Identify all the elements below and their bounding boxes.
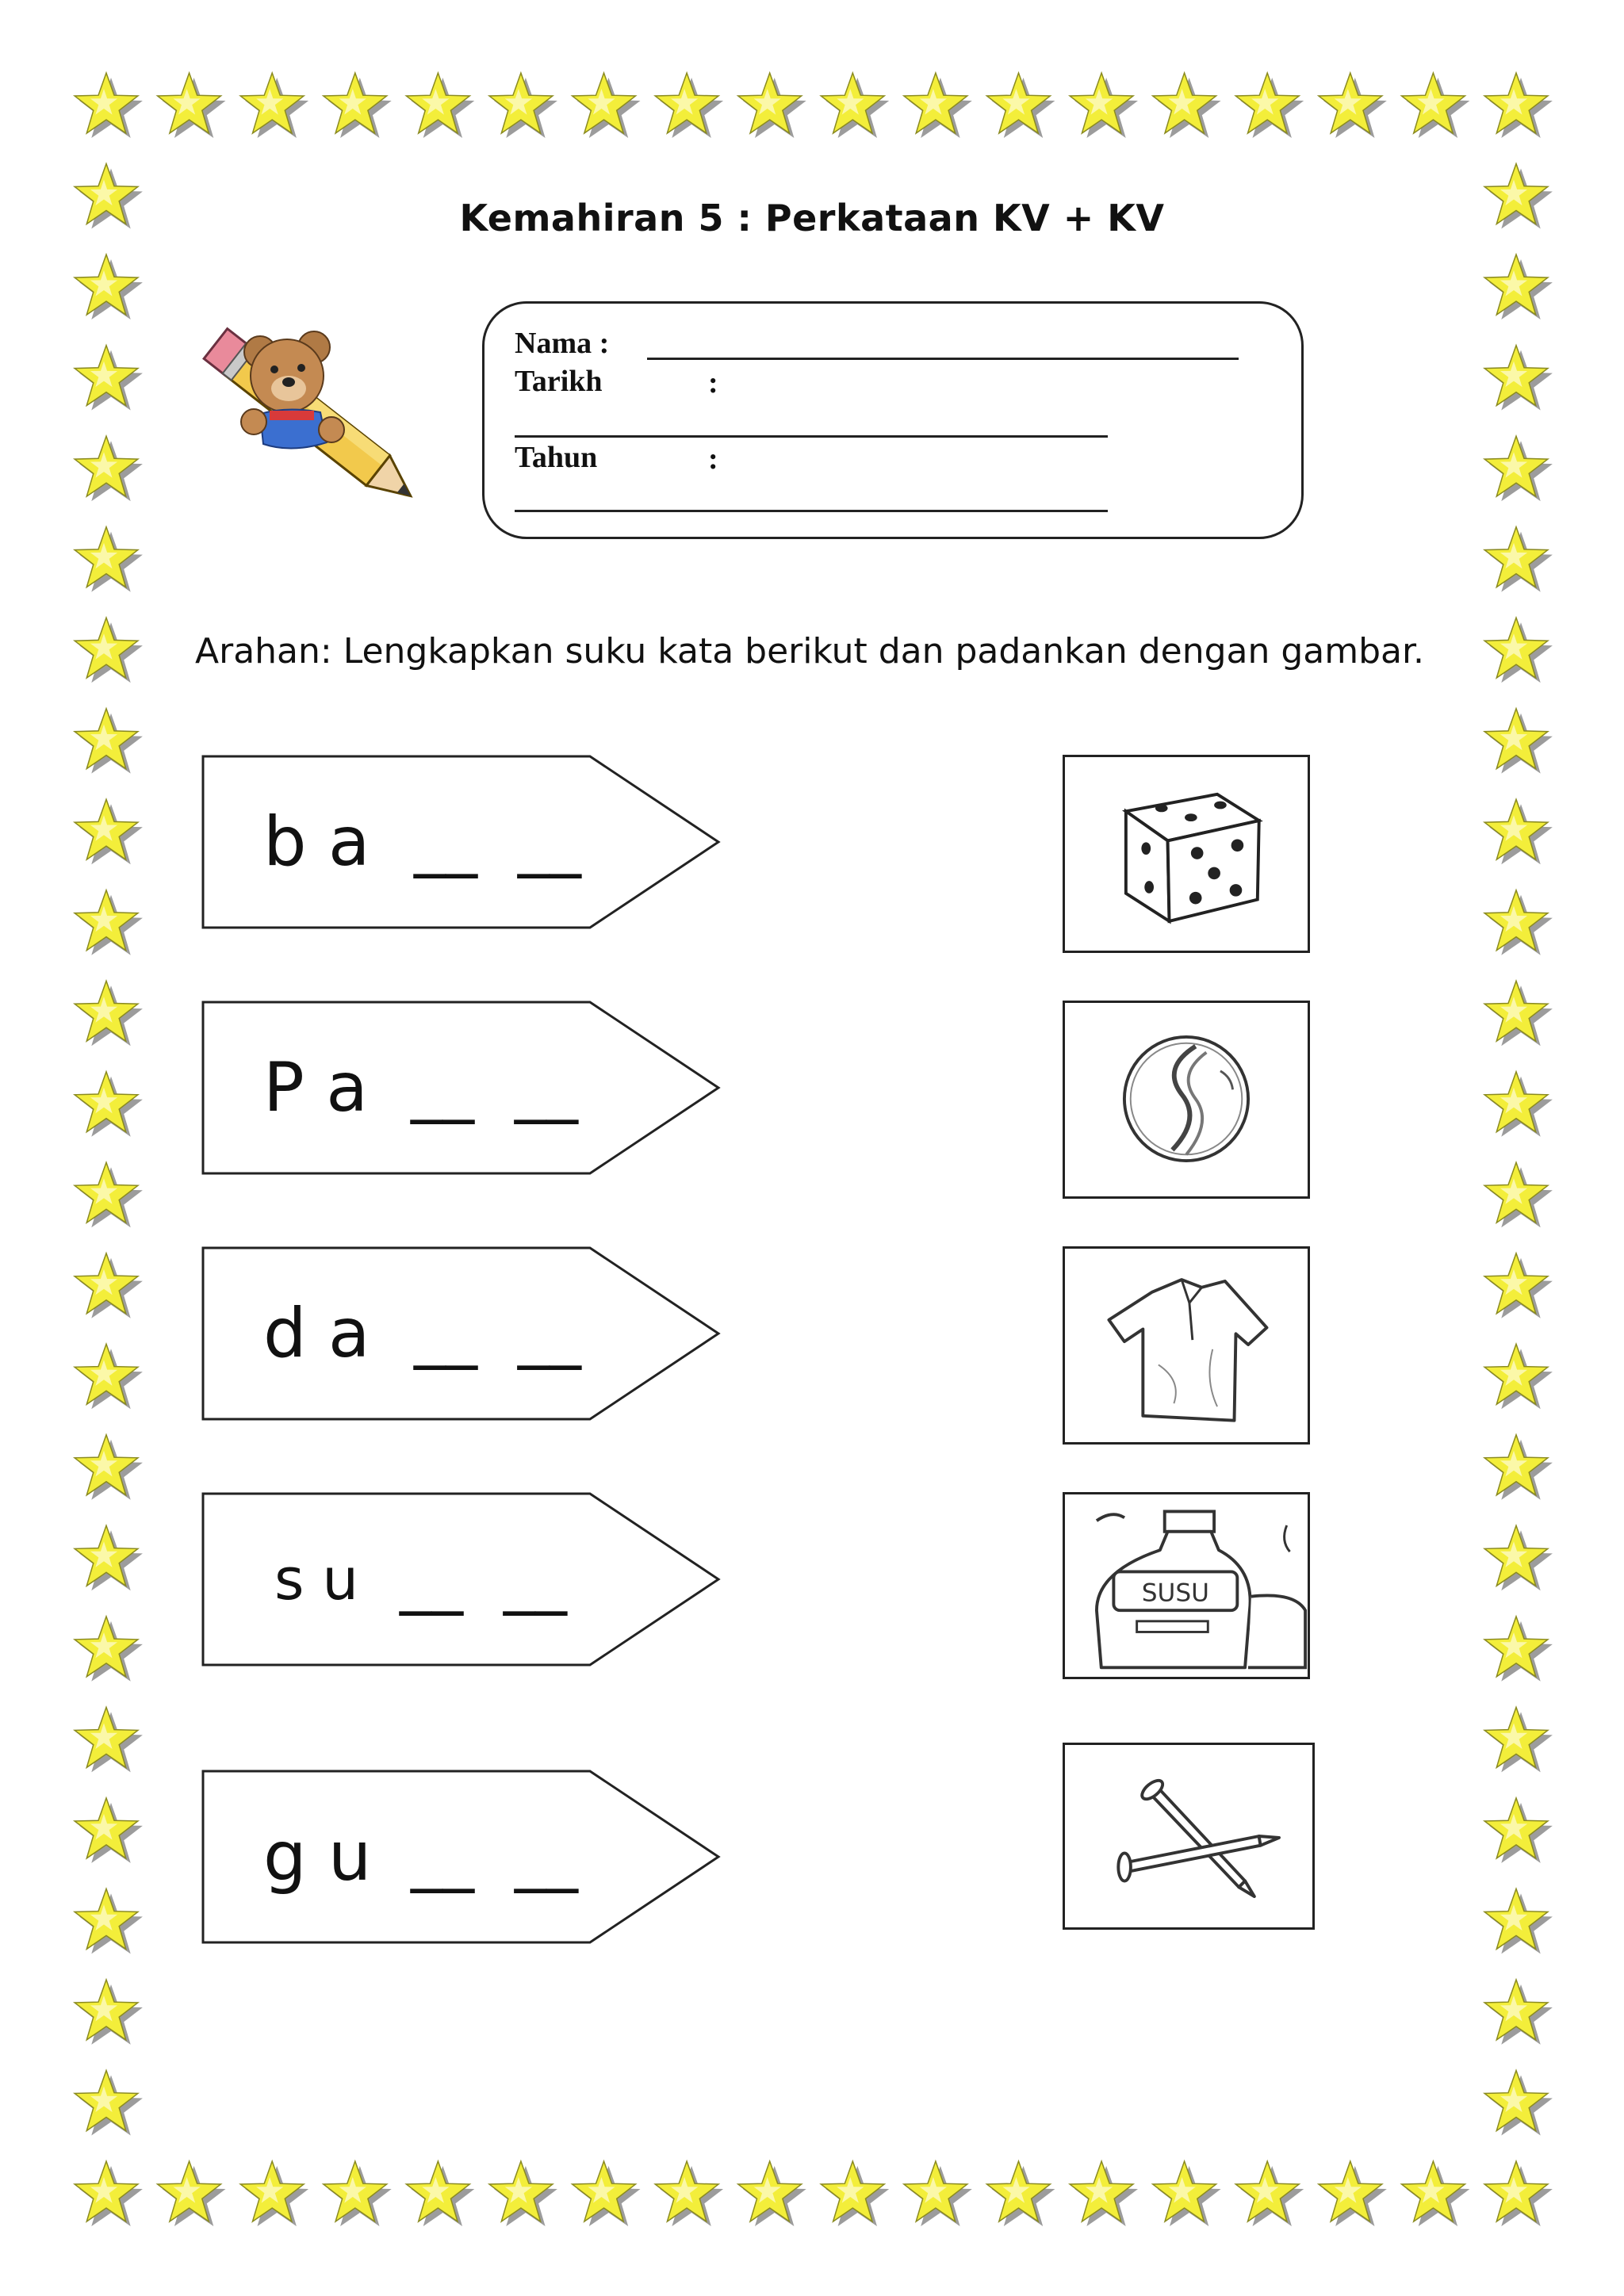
dice-icon: [1065, 757, 1308, 951]
border-star-icon: [904, 2161, 972, 2226]
shirt-icon: [1065, 1249, 1308, 1442]
border-star-icon: [1319, 2161, 1387, 2226]
border-star-icon: [75, 1980, 143, 2045]
date-label: Tarikh: [515, 365, 603, 398]
border-star-icon: [1484, 1707, 1553, 1772]
border-star-icon: [1153, 73, 1221, 138]
border-star-icon: [1484, 981, 1553, 1046]
milk-bottle-icon: [1065, 1494, 1308, 1677]
border-star-icon: [158, 73, 226, 138]
border-star-icon: [75, 346, 143, 411]
answer-blanks[interactable]: __ __: [414, 1296, 581, 1370]
border-star-icon: [75, 1162, 143, 1227]
border-star-icon: [75, 1707, 143, 1772]
year-field[interactable]: [515, 510, 1108, 512]
syllable-text: d a: [263, 1294, 370, 1373]
name-label: Nama :: [515, 327, 610, 360]
name-field[interactable]: [647, 358, 1239, 360]
border-star-icon: [75, 618, 143, 683]
border-star-icon: [1484, 1072, 1553, 1137]
border-star-icon: [1484, 73, 1553, 138]
border-star-icon: [1484, 2071, 1553, 2136]
syllable-tag-da[interactable]: [201, 1246, 722, 1421]
border-star-icon: [904, 73, 972, 138]
date-colon: :: [708, 366, 718, 400]
syllable-text: P a: [263, 1048, 368, 1127]
border-star-icon: [75, 527, 143, 592]
syllable-tag-gu[interactable]: [201, 1770, 722, 1944]
answer-blanks[interactable]: __ __: [411, 1820, 578, 1893]
border-star-icon: [1235, 73, 1304, 138]
border-star-icon: [1484, 618, 1553, 683]
syllable-text: s u: [274, 1546, 359, 1613]
answer-blanks[interactable]: __ __: [411, 1050, 578, 1124]
bear-pencil-icon: [181, 303, 450, 541]
border-star-icon: [1070, 2161, 1138, 2226]
border-star-icon: [1484, 799, 1553, 864]
picture-dice[interactable]: [1063, 755, 1310, 953]
answer-blanks[interactable]: __ __: [414, 805, 581, 878]
border-star-icon: [821, 73, 889, 138]
border-star-icon: [1484, 1798, 1553, 1863]
page-title: Kemahiran 5 : Perkataan KV + KV: [459, 197, 1165, 239]
border-star-icon: [75, 1888, 143, 1954]
border-star-icon: [655, 2161, 723, 2226]
border-star-icon: [987, 2161, 1055, 2226]
syllable-text: b a: [263, 802, 370, 882]
border-star-icon: [240, 2161, 308, 2226]
border-star-icon: [75, 799, 143, 864]
border-star-icon: [75, 254, 143, 320]
border-star-icon: [1153, 2161, 1221, 2226]
border-star-icon: [158, 2161, 226, 2226]
answer-blanks[interactable]: __ __: [400, 1542, 567, 1616]
border-star-icon: [1484, 1162, 1553, 1227]
border-star-icon: [1070, 73, 1138, 138]
border-star-icon: [240, 73, 308, 138]
border-star-icon: [75, 981, 143, 1046]
border-star-icon: [1484, 1435, 1553, 1500]
border-star-icon: [1484, 2161, 1553, 2226]
syllable-tag-ba[interactable]: [201, 755, 722, 929]
border-star-icon: [738, 73, 806, 138]
border-star-icon: [1484, 254, 1553, 320]
student-info-box: [482, 301, 1304, 539]
border-star-icon: [75, 1435, 143, 1500]
year-colon: :: [708, 442, 718, 476]
border-star-icon: [489, 73, 557, 138]
ball-icon: [1065, 1003, 1308, 1196]
border-star-icon: [324, 73, 392, 138]
picture-shirt[interactable]: [1063, 1246, 1310, 1445]
border-star-icon: [1484, 1888, 1553, 1954]
milk-label: SUSU: [1141, 1578, 1209, 1608]
border-star-icon: [75, 73, 143, 138]
border-star-icon: [75, 1344, 143, 1409]
nails-icon: [1065, 1745, 1312, 1927]
border-star-icon: [821, 2161, 889, 2226]
border-star-icon: [75, 1072, 143, 1137]
border-star-icon: [75, 1253, 143, 1318]
syllable-tag-pa[interactable]: [201, 1001, 722, 1175]
border-star-icon: [1235, 2161, 1304, 2226]
border-star-icon: [75, 1617, 143, 1682]
border-star-icon: [489, 2161, 557, 2226]
year-label: Tahun: [515, 441, 598, 474]
border-star-icon: [75, 890, 143, 955]
border-star-icon: [573, 2161, 641, 2226]
border-star-icon: [406, 2161, 474, 2226]
border-star-icon: [1484, 1525, 1553, 1590]
border-star-icon: [1402, 73, 1470, 138]
date-field[interactable]: [515, 435, 1108, 438]
border-star-icon: [1484, 1344, 1553, 1409]
border-star-icon: [75, 436, 143, 501]
border-star-icon: [1402, 2161, 1470, 2226]
border-star-icon: [1484, 436, 1553, 501]
border-star-icon: [1484, 709, 1553, 774]
border-star-icon: [324, 2161, 392, 2226]
border-star-icon: [1484, 346, 1553, 411]
border-star-icon: [1484, 890, 1553, 955]
border-star-icon: [1484, 1253, 1553, 1318]
picture-ball[interactable]: [1063, 1001, 1310, 1199]
border-star-icon: [75, 2071, 143, 2136]
border-star-icon: [75, 1798, 143, 1863]
border-star-icon: [1319, 73, 1387, 138]
border-star-icon: [1484, 1617, 1553, 1682]
border-star-icon: [75, 709, 143, 774]
border-star-icon: [987, 73, 1055, 138]
picture-milk[interactable]: [1063, 1492, 1310, 1679]
border-star-icon: [655, 73, 723, 138]
border-star-icon: [1484, 1980, 1553, 2045]
border-star-icon: [738, 2161, 806, 2226]
border-star-icon: [1484, 527, 1553, 592]
picture-nails[interactable]: [1063, 1743, 1315, 1930]
border-star-icon: [406, 73, 474, 138]
syllable-tag-su[interactable]: [201, 1492, 722, 1667]
instruction-text: Arahan: Lengkapkan suku kata berikut dan padankan dengan gambar.: [195, 631, 1425, 672]
border-star-icon: [75, 1525, 143, 1590]
border-star-icon: [75, 2161, 143, 2226]
syllable-text: g u: [263, 1817, 372, 1896]
border-star-icon: [573, 73, 641, 138]
